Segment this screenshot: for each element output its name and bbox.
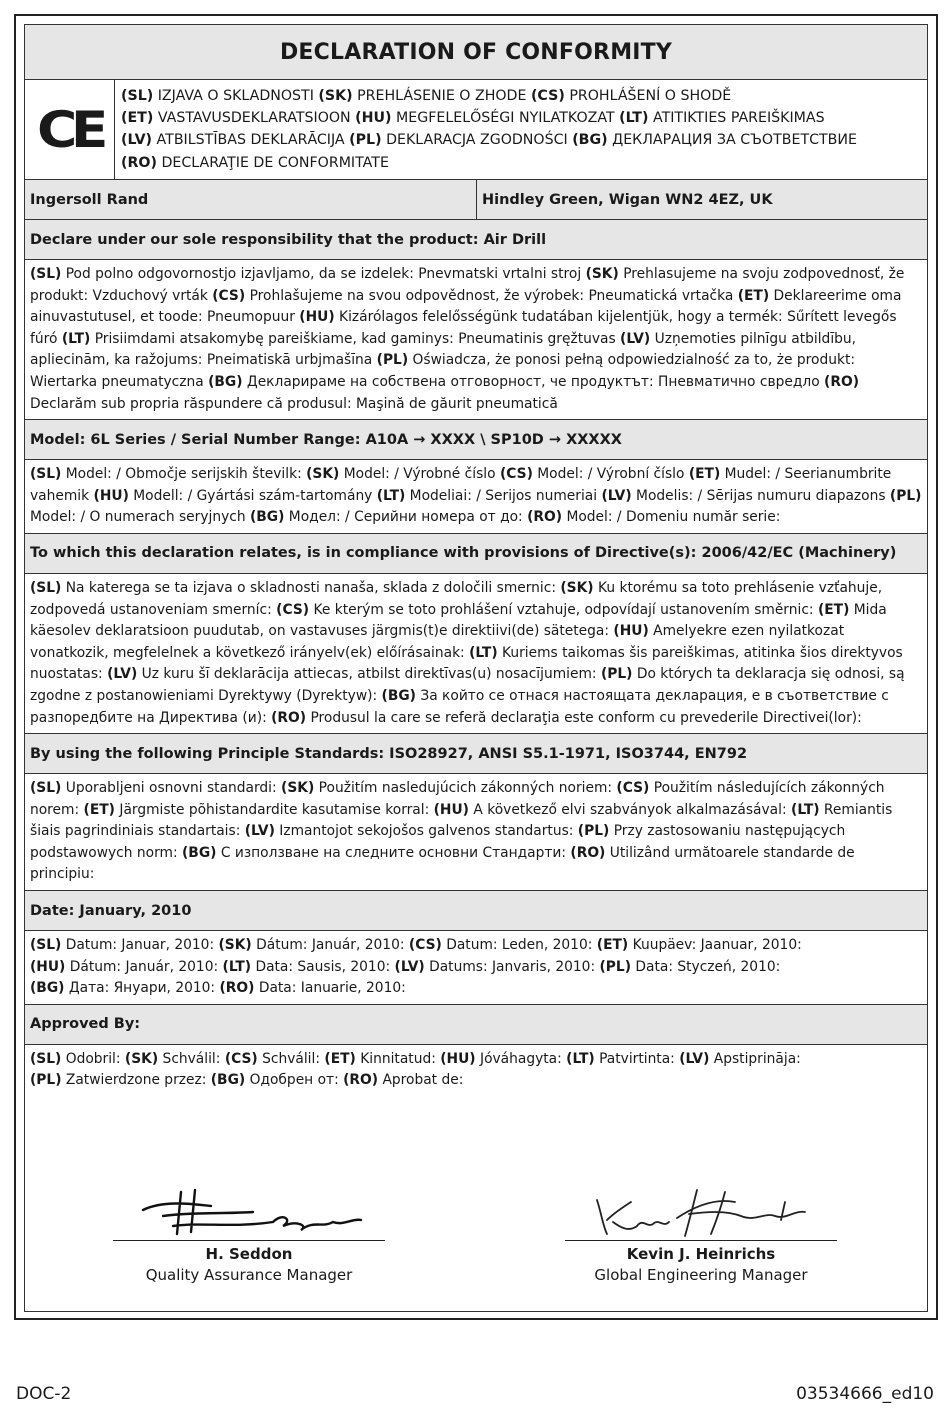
translation-text: Kinnitatud: — [355, 1050, 441, 1067]
translation-text: Mida käesolev deklaratsioon puudutab, on vastavuses järgmis(t)e direktiivi(de) sätetega: — [30, 601, 887, 640]
language-code: (CS) — [276, 601, 310, 618]
translation-text: Modelis: / Sērijas numuru diapazons — [631, 487, 890, 504]
translation-text: Oświadcza, że ponosi pełną odpowiedzialność za to, że produkt: Wiertarka pneumatyczna — [30, 352, 856, 390]
translation-text: Model: / O numerach seryjnych — [30, 509, 250, 526]
translation-text: Data: Styczeń, 2010: — [631, 958, 781, 975]
translation-text: Data: Ianuarie, 2010: — [254, 980, 406, 997]
translation-text: Одобрен от: — [245, 1072, 344, 1089]
signature-seddon-icon — [133, 1182, 363, 1242]
language-code: (BG) — [572, 132, 608, 149]
language-code: (SL) — [30, 266, 62, 282]
language-code: (RO) — [271, 709, 307, 726]
language-code: (ET) — [121, 110, 154, 127]
language-code: (SK) — [585, 266, 619, 282]
signatory-role: Global Engineering Manager — [594, 1266, 808, 1285]
language-code: (LT) — [566, 1050, 595, 1067]
translation-text: Do których ta deklaracja się odnosi, są zgodne z postanowieniami Dyrektywy (Dyrektyw): — [30, 666, 905, 704]
section-header: Approved By: — [25, 1005, 927, 1045]
translation-text: Odobril: — [61, 1050, 125, 1067]
language-code: (BG) — [208, 373, 243, 390]
language-code: (LV) — [121, 132, 153, 149]
language-code: (ET) — [596, 937, 629, 954]
language-code: (RO) — [527, 509, 563, 526]
language-code: (BG) — [381, 687, 416, 704]
language-code: (HU) — [440, 1050, 476, 1067]
language-code: (CS) — [224, 1050, 258, 1067]
translation-text: Модел: / Серийни номера от до: — [284, 509, 528, 526]
language-code: (RO) — [121, 154, 157, 171]
translation-text: MEGFELELŐSÉGI NYILATKOZAT — [391, 110, 620, 127]
language-code: (ET) — [817, 601, 850, 618]
section-translations — [25, 1045, 927, 1096]
translation-text: Data: Sausis, 2010: — [251, 958, 395, 975]
language-code: (BG) — [182, 844, 217, 861]
section-header: By using the following Principle Standards: ISO28927, ANSI S5.1-1971, ISO3744, EN792 — [25, 734, 927, 774]
document-title: DECLARATION OF CONFORMITY — [279, 39, 673, 65]
ce-language-line — [121, 107, 857, 129]
translation-text: ATBILSTĪBAS DEKLARĀCIJA — [152, 132, 350, 149]
language-code: (CS) — [530, 88, 565, 104]
translation-text: Modeliai: / Serijos numeriai — [405, 487, 602, 504]
translation-text: Uz kuru šī deklarācija attiecas, atbilst direktīvas(u) nosacījumiem: — [137, 666, 601, 683]
title-row — [25, 25, 927, 80]
language-code: (LV) — [620, 330, 651, 347]
translation-text: A következő elvi szabványok alkalmazásával: — [469, 801, 792, 818]
signatory-seddon — [113, 1182, 385, 1284]
translation-text: Utilizând următoarele standarde de principiu: — [30, 844, 855, 883]
translation-text: ДЕКЛАРАЦИЯ ЗА СЪОТВЕТСТВИЕ — [607, 132, 857, 149]
section-translations — [25, 774, 927, 891]
language-code: (CS) — [499, 466, 533, 483]
signatory-name: H. Seddon — [205, 1245, 293, 1264]
language-code: (HU) — [433, 801, 469, 818]
language-code: (PL) — [349, 132, 382, 149]
manufacturer-address: Hindley Green, Wigan WN2 4EZ, UK — [482, 191, 773, 208]
language-code: (HU) — [30, 958, 66, 975]
ce-mark-cell — [25, 80, 115, 179]
signatory-role: Quality Assurance Manager — [145, 1266, 353, 1285]
ce-language-line — [121, 129, 857, 151]
translation-text: Patvirtinta: — [594, 1050, 680, 1067]
language-code: (ET) — [737, 287, 770, 304]
language-code: (LT) — [619, 110, 649, 127]
translation-text: С използване на следните основни Стандарти: — [216, 844, 571, 861]
section-header: Date: January, 2010 — [25, 891, 927, 931]
translation-text: Uporabljeni osnovni standardi: — [61, 780, 282, 797]
section-translations — [25, 931, 927, 1005]
section-translations — [25, 574, 927, 734]
language-code: (SL) — [30, 466, 62, 483]
translation-text: Uzņemoties pilnīgu atbildību, apliecinām, ka ražojums: Pneimatiskā urbjmašīna — [30, 330, 857, 369]
language-code: (SL) — [121, 88, 154, 104]
translation-line — [30, 1049, 922, 1071]
language-code: (PL) — [577, 823, 610, 840]
language-code: (CS) — [212, 287, 246, 304]
language-code: (HU) — [355, 110, 392, 127]
language-code: (BG) — [249, 509, 285, 526]
language-code: (HU) — [613, 623, 649, 640]
translation-text: Przy zastosowaniu następujących podstawowych norm: — [30, 823, 846, 861]
translation-text: Zatwierdzone przez: — [61, 1072, 211, 1089]
ce-language-line — [121, 85, 857, 107]
translation-text: Model: / Območje serijskih številk: — [61, 466, 307, 483]
ce-language-line — [121, 152, 857, 174]
ce-mark-icon: CE — [37, 100, 102, 159]
translation-text: Modell: / Gyártási szám-tartomány — [128, 487, 377, 504]
translation-line — [30, 1070, 922, 1092]
language-code: (SK) — [318, 88, 353, 104]
translation-text: IZJAVA O SKLADNOSTI — [153, 88, 319, 104]
language-code: (RO) — [343, 1072, 379, 1089]
translation-text: Datum: Januar, 2010: — [61, 937, 219, 954]
language-code: (RO) — [824, 373, 859, 390]
section-translations — [25, 260, 927, 420]
translation-text: Kuriems taikomas šis pareiškimas, atitinka šios direktyvos nuostatas: — [30, 644, 903, 683]
translation-text: Produsul la care se referă declaraţia este conform cu prevederile Directivei(lor): — [306, 709, 862, 726]
language-code: (LT) — [376, 487, 406, 504]
translation-text: Schválil: — [257, 1050, 325, 1067]
translation-text: Mudel: / Seerianumbrite vahemik — [30, 466, 892, 504]
translation-text: Remiantis šiais pagrindiniais standartais: — [30, 801, 893, 840]
translation-text: PROHLÁŠENÍ O SHODĚ — [564, 88, 732, 104]
translation-text: Izmantojot sekojošos galvenos standartus: — [274, 823, 578, 840]
translation-text: Schválil: — [158, 1050, 225, 1067]
document-outer-frame — [14, 14, 938, 1320]
language-code: (SK) — [124, 1050, 159, 1067]
signatory-heinrichs — [565, 1182, 837, 1284]
signature-heinrichs-icon — [585, 1182, 825, 1242]
language-code: (LV) — [394, 958, 425, 975]
translation-text: Jóváhagyta: — [475, 1050, 567, 1067]
language-code: (SK) — [560, 579, 594, 596]
language-code: (PL) — [376, 352, 409, 369]
translation-text: Ku ktorému sa toto prehlásenie vzťahuje, zodpovedá ustanoveniam smerníc: — [30, 579, 883, 618]
section-header: To which this declaration relates, is in compliance with provisions of Directive(s): 2006/42/EC (Machinery) — [25, 534, 927, 574]
language-code: (LV) — [107, 666, 138, 683]
signatory-name: Kevin J. Heinrichs — [626, 1245, 776, 1264]
language-code: (SK) — [281, 780, 315, 797]
translation-text: Model: / Domeniu număr serie: — [562, 509, 781, 526]
translation-text: Deklareerime oma ainuvastutusel, et toode: Pneumopuur — [30, 287, 902, 326]
translation-text: ATITIKTIES PAREIŠKIMAS — [648, 110, 825, 127]
ce-language-titles — [115, 80, 863, 179]
translation-text: Použitím následujících zákonných norem: — [30, 780, 885, 818]
translation-text: Amelyekre ezen nyilatkozat vonatkozik, megfelelnek a következő irányelv(ek) előírásainak: — [30, 623, 845, 661]
translation-line — [30, 957, 922, 979]
translation-line — [30, 978, 922, 1000]
language-code: (SL) — [30, 780, 62, 797]
language-code: (ET) — [688, 466, 721, 483]
translation-text: Použitím nasledujúcich zákonných noriem: — [314, 780, 617, 797]
language-code: (LT) — [61, 330, 91, 347]
language-code: (RO) — [219, 980, 255, 997]
language-code: (LV) — [679, 1050, 710, 1067]
language-code: (LT) — [791, 801, 820, 818]
section-translations — [25, 460, 927, 534]
translation-text: Dátum: Január, 2010: — [65, 958, 223, 975]
translation-text: Декларираме на собствена отговорност, че продуктът: Пневматично свредло — [242, 373, 825, 390]
language-code: (BG) — [210, 1072, 246, 1089]
translation-text: PREHLÁSENIE O ZHODE — [352, 88, 531, 104]
language-code: (ET) — [83, 801, 115, 818]
language-code: (SL) — [30, 1050, 62, 1067]
translation-text: DEKLARACJA ZGODNOŚCI — [381, 132, 573, 149]
manufacturer-name: Ingersoll Rand — [25, 180, 477, 219]
translation-text: Kizárólagos felelősségünk tudatában kijelentjük, hogy a termék: Sűrített levegős fúró — [30, 309, 897, 347]
language-code: (CS) — [616, 780, 650, 797]
translation-text: Aprobat de: — [378, 1072, 464, 1089]
translation-text: Model: / Výrobní číslo — [532, 466, 689, 483]
language-code: (PL) — [599, 958, 631, 975]
section-header: Model: 6L Series / Serial Number Range: A10A → XXXX \ SP10D → XXXXX — [25, 420, 927, 460]
language-code: (LV) — [601, 487, 632, 504]
translation-text: Model: / Výrobné číslo — [339, 466, 500, 483]
declaration-sections — [25, 220, 927, 1096]
language-code: (HU) — [299, 309, 335, 326]
translation-text: Datum: Leden, 2010: — [441, 937, 597, 954]
document-code: DOC-2 — [16, 1384, 72, 1404]
language-code: (SL) — [30, 579, 62, 596]
translation-text: Дата: Януари, 2010: — [64, 980, 220, 997]
translation-text: Declarăm sub propria răspundere că produsul: Maşină de găurit pneumatică — [30, 395, 558, 412]
language-code: (PL) — [600, 666, 633, 683]
translation-text: Prisiimdami atsakomybę pareiškiame, kad gaminys: Pneumatinis gręžtuvas — [90, 330, 621, 347]
translation-text: DECLARAŢIE DE CONFORMITATE — [156, 154, 389, 171]
translation-text: VASTAVUSDEKLARATSIOON — [153, 110, 356, 127]
language-code: (BG) — [30, 980, 65, 997]
translation-text: За който се отнася настоящата декларация, е в съответствие с разпоредбите на Директива (и): — [30, 687, 889, 726]
translation-line — [30, 935, 922, 957]
language-code: (LV) — [244, 823, 275, 840]
language-code: (CS) — [408, 937, 442, 954]
section-header: Declare under our sole responsibility that the product: Air Drill — [25, 220, 927, 260]
translation-text: Ke kterým se toto prohlášení vztahuje, odpovídají ustanovením směrnic: — [309, 601, 818, 618]
ce-row — [25, 80, 927, 180]
document-number: 03534666_ed10 — [796, 1384, 934, 1404]
translation-text: Järgmiste põhistandardite kasutamise korral: — [114, 801, 434, 818]
document-inner-frame — [24, 24, 928, 1312]
translation-text: Datums: Janvaris, 2010: — [424, 958, 600, 975]
signature-area — [25, 1096, 927, 1286]
translation-text: Kuupäev: Jaanuar, 2010: — [628, 937, 802, 954]
translation-text: Prohlašujeme na svou odpovědnost, že výrobek: Pneumatická vrtačka — [245, 287, 738, 304]
language-code: (LT) — [469, 644, 498, 661]
language-code: (SK) — [218, 937, 252, 954]
translation-text: Apstiprināja: — [709, 1050, 801, 1067]
language-code: (HU) — [93, 487, 129, 504]
translation-text: Dátum: Január, 2010: — [251, 937, 409, 954]
language-code: (PL) — [889, 487, 922, 504]
language-code: (LT) — [222, 958, 252, 975]
language-code: (ET) — [324, 1050, 356, 1067]
translation-text: Prehlasujeme na svoju zodpovednosť, že produkt: Vzduchový vrták — [30, 266, 905, 304]
language-code: (SK) — [306, 466, 340, 483]
translation-text: Na katerega se ta izjava o skladnosti nanaša, sklada z določili smernic: — [61, 579, 561, 596]
language-code: (SL) — [30, 937, 62, 954]
language-code: (PL) — [30, 1072, 62, 1089]
manufacturer-row — [25, 180, 927, 220]
language-code: (RO) — [570, 844, 606, 861]
translation-text: Pod polno odgovornostjo izjavljamo, da se izdelek: Pnevmatski vrtalni stroj — [61, 266, 586, 282]
